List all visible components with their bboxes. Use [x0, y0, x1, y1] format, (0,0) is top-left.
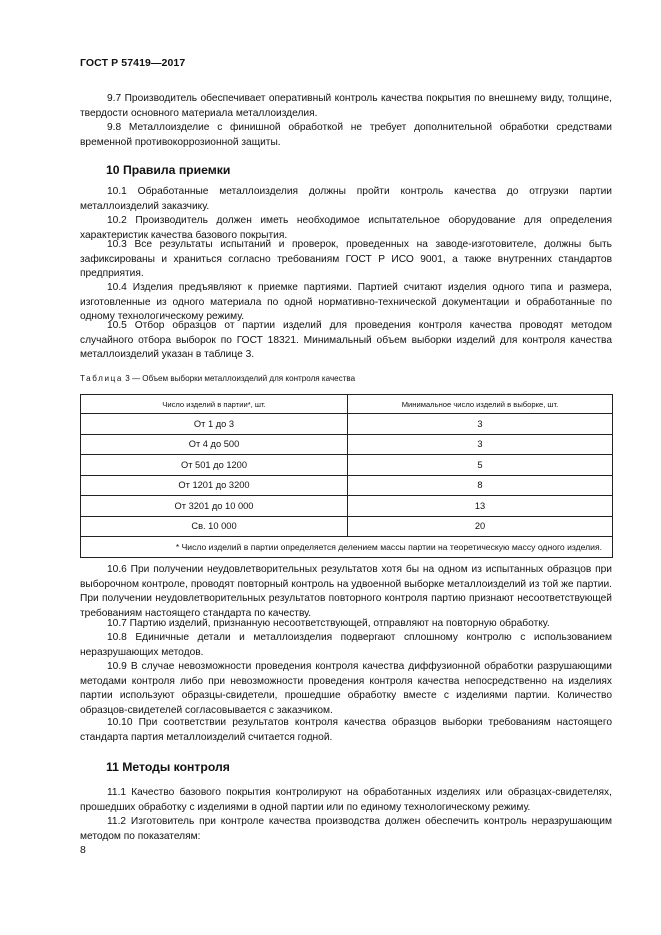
- table-row: [81, 496, 613, 517]
- paragraph-10-5: 10.5 Отбор образцов от партии изделий для проведения контроля качества проводят методом случайного отбора выборок по ГОСТ 18321. Минимальный объем выборки изделий для контроля качества металлоизделий указан в таблице 3.: [80, 320, 612, 361]
- table-header-row: [81, 395, 613, 414]
- paragraph-10-8: 10.8 Единичные детали и металлоизделия подвергают сплошному контролю с использованием неразрушающих методов.: [80, 632, 612, 658]
- table-cell: От 4 до 500: [81, 434, 348, 455]
- table-cell: От 3201 до 10 000: [81, 496, 348, 517]
- page-number: 8: [80, 844, 86, 856]
- table-row: [81, 434, 613, 455]
- table-caption-label: Таблица: [80, 374, 123, 383]
- paragraph-10-2: 10.2 Производитель должен иметь необходимое испытательное оборудование для определения характеристик качества базового покрытия.: [80, 215, 612, 241]
- paragraph-9-7: 9.7 Производитель обеспечивает оперативный контроль качества покрытия по внешнему виду, толщине, твердости основного материала металлоизделия.: [80, 93, 612, 119]
- table-cell: 3: [348, 434, 613, 455]
- table-cell: От 1201 до 3200: [81, 475, 348, 496]
- table-cell: 8: [348, 475, 613, 496]
- table-cell: 13: [348, 496, 613, 517]
- table-cell: 3: [348, 414, 613, 435]
- table-header-cell: Число изделий в партии*, шт.: [81, 395, 348, 414]
- paragraph-10-4: 10.4 Изделия предъявляют к приемке партиями. Партией считают изделия одного типа и размера, изготовленные из одного материала по одной нормативно-технической документации и обработанные по одному технологическому режиму.: [80, 282, 612, 323]
- paragraph-10-7: 10.7 Партию изделий, признанную несоответствующей, отправляют на повторную обработку.: [107, 618, 550, 629]
- table-cell: 5: [348, 455, 613, 476]
- table-cell: 20: [348, 516, 613, 537]
- table-row: [81, 455, 613, 476]
- table-row: [81, 516, 613, 537]
- section-11-title: 11 Методы контроля: [106, 760, 230, 774]
- paragraph-9-8: 9.8 Металлоизделие с финишной обработкой не требует дополнительной обработки средствами временной противокоррозионной защиты.: [80, 122, 612, 148]
- paragraph-10-1: 10.1 Обработанные металлоизделия должны пройти контроль качества до отгрузки партии металлоизделий заказчику.: [80, 186, 612, 212]
- table-caption-text: 3 — Объем выборки металлоизделий для контроля качества: [125, 374, 356, 383]
- table-3-caption: [80, 374, 355, 383]
- paragraph-10-10: 10.10 При соответствии результатов контроля качества образцов выборки требованиям настоящего стандарта партия металлоизделий считается годной.: [80, 717, 612, 743]
- table-3: [80, 394, 613, 558]
- table-header-cell: Минимальное число изделий в выборке, шт.: [348, 395, 613, 414]
- table-row: [81, 475, 613, 496]
- table-row: [81, 414, 613, 435]
- paragraph-10-9: 10.9 В случае невозможности проведения контроля качества диффузионной обработки разрушающими методами контроля либо при невозможности проведения контроля качества непосредственно на изделиях партии используют образцы-свидетели, прошедшие обработку вместе с изделиями партии. Количество образцов-свидетелей согласовывается с заказчиком.: [80, 661, 612, 716]
- table-footnote-row: [81, 537, 613, 558]
- section-10-title: 10 Правила приемки: [106, 163, 231, 177]
- table-cell: От 1 до 3: [81, 414, 348, 435]
- paragraph-11-1: 11.1 Качество базового покрытия контролируют на обработанных изделиях или образцах-свидетелях, прошедших обработку с изделиями в одной партии или по единому технологическому режиму.: [80, 787, 612, 813]
- document-header: ГОСТ Р 57419—2017: [80, 57, 186, 69]
- paragraph-10-6: 10.6 При получении неудовлетворительных результатов хотя бы на одном из испытанных образцов при выборочном контроле, проводят повторный контроль на удвоенной выборке металлоизделий из той же партии. При получении неудовлетворительных результатов повторного контроля партию признают несоответствующей требованиям настоящего стандарта по качеству.: [80, 564, 612, 619]
- table-cell: От 501 до 1200: [81, 455, 348, 476]
- table-cell: Св. 10 000: [81, 516, 348, 537]
- paragraph-10-3: 10.3 Все результаты испытаний и проверок, проведенных на заводе-изготовителе, должны быть зафиксированы и храниться согласно требованиям ГОСТ Р ИСО 9001, а также внутренних стандартов предприятия.: [80, 239, 612, 280]
- paragraph-11-2: 11.2 Изготовитель при контроле качества производства должен обеспечить контроль неразрушающим методом по показателям:: [80, 816, 612, 842]
- table-footnote: * Число изделий в партии определяется делением массы партии на теоретическую массу одного изделия.: [81, 537, 613, 558]
